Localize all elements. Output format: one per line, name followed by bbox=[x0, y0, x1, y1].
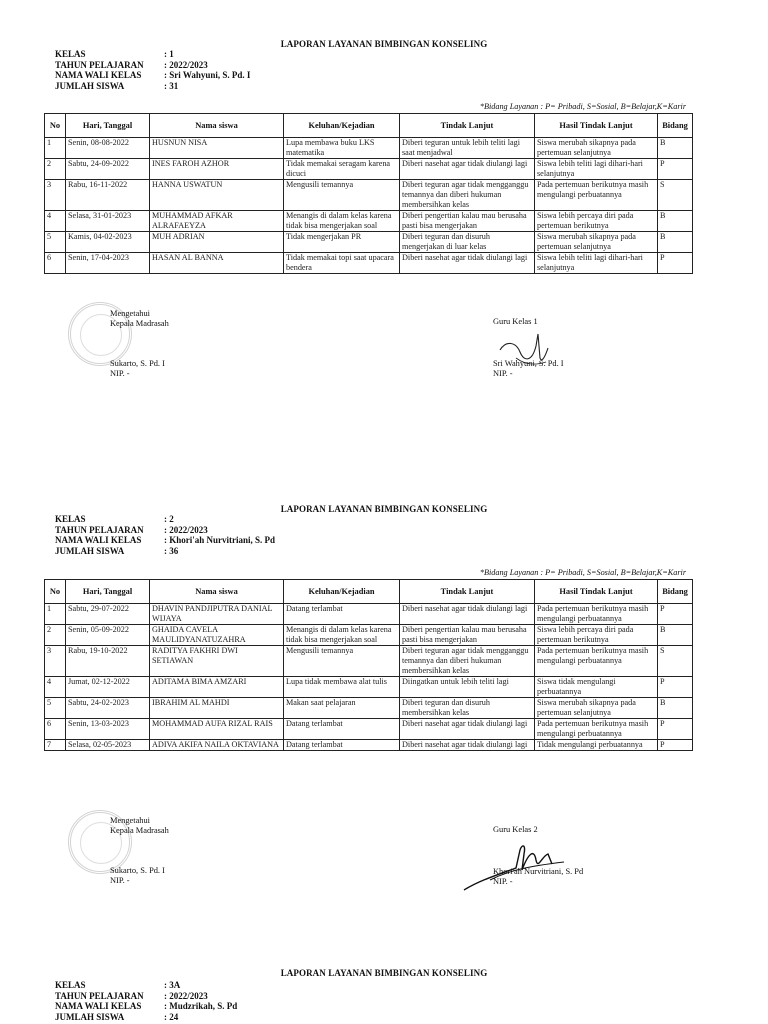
head-name: Sukarto, S. Pd. I bbox=[110, 866, 165, 875]
tahun-value: : 2022/2023 bbox=[164, 524, 208, 535]
table-header bbox=[45, 580, 693, 604]
cell: MUHAMMAD AFKAR ALRAFAEYZA bbox=[150, 211, 284, 232]
col-result: Hasil Tindak Lanjut bbox=[535, 580, 658, 604]
report-2-meta bbox=[55, 514, 275, 556]
table-row bbox=[45, 253, 693, 274]
cell: 6 bbox=[45, 719, 66, 740]
cell: Diberi nasehat agar tidak diulangi lagi bbox=[400, 719, 535, 740]
cell: P bbox=[658, 604, 693, 625]
wali-value: : Khori'ah Nurvitriani, S. Pd bbox=[164, 535, 276, 545]
jumlah-label: JUMLAH SISWA bbox=[55, 80, 125, 91]
guru-label: Guru Kelas 2 bbox=[493, 825, 538, 834]
col-student: Nama siswa bbox=[150, 114, 284, 138]
cell: B bbox=[658, 138, 693, 159]
kelas-value: : 3A bbox=[164, 980, 181, 990]
legend-note: *Bidang Layanan : P= Pribadi, S=Sosial, B=Belajar,K=Karir bbox=[479, 102, 686, 111]
cell: ADITAMA BIMA AMZARI bbox=[150, 677, 284, 698]
cell: S bbox=[658, 646, 693, 677]
signature-icon bbox=[460, 840, 570, 894]
col-followup: Tindak Lanjut bbox=[400, 114, 535, 138]
table-row bbox=[45, 625, 693, 646]
table-row bbox=[45, 677, 693, 698]
cell: ADIVA AKIFA NAILA OKTAVIANA bbox=[150, 740, 284, 751]
cell: Diberi nasehat agar tidak diulangi lagi bbox=[400, 253, 535, 274]
col-no: No bbox=[45, 114, 66, 138]
cell: Lupa membawa buku LKS matematika bbox=[284, 138, 400, 159]
head-name: Sukarto, S. Pd. I bbox=[110, 359, 165, 368]
cell: Pada pertemuan berikutnya masih mengulangi perbuatannya bbox=[535, 604, 658, 625]
cell: Siswa lebih percaya diri pada pertemuan berikutnya bbox=[535, 211, 658, 232]
col-complaint: Keluhan/Kejadian bbox=[284, 114, 400, 138]
table-row bbox=[45, 740, 693, 751]
wali-label: NAMA WALI KELAS bbox=[55, 1001, 142, 1011]
col-date: Hari, Tanggal bbox=[66, 114, 150, 138]
cell: Datang terlambat bbox=[284, 740, 400, 751]
col-result: Hasil Tindak Lanjut bbox=[535, 114, 658, 138]
cell: 2 bbox=[45, 159, 66, 180]
report-3-meta bbox=[55, 980, 237, 1022]
cell: Datang terlambat bbox=[284, 719, 400, 740]
cell: 7 bbox=[45, 740, 66, 751]
col-field: Bidang bbox=[658, 580, 693, 604]
cell: Kamis, 04-02-2023 bbox=[66, 232, 150, 253]
wali-value: : Sri Wahyuni, S. Pd. I bbox=[164, 70, 251, 80]
report-3-title: LAPORAN LAYANAN BIMBINGAN KONSELING bbox=[280, 968, 488, 978]
cell: Senin, 13-03-2023 bbox=[66, 719, 150, 740]
cell: Sabtu, 29-07-2022 bbox=[66, 604, 150, 625]
cell: Siswa lebih teliti lagi dihari-hari selanjutnya bbox=[535, 159, 658, 180]
cell: Jumat, 02-12-2022 bbox=[66, 677, 150, 698]
guru-nip: NIP. - bbox=[493, 877, 513, 886]
cell: 3 bbox=[45, 646, 66, 677]
cell: Datang terlambat bbox=[284, 604, 400, 625]
cell: Menangis di dalam kelas karena tidak bisa mengerjakan soal bbox=[284, 625, 400, 646]
cell: Rabu, 19-10-2022 bbox=[66, 646, 150, 677]
cell: 4 bbox=[45, 677, 66, 698]
cell: Rabu, 16-11-2022 bbox=[66, 180, 150, 211]
cell: Siswa merubah sikapnya pada pertemuan selanjutnya bbox=[535, 232, 658, 253]
cell: Pada pertemuan berikutnya masih mengulangi perbuatannya bbox=[535, 180, 658, 211]
report-1-meta bbox=[55, 49, 250, 91]
head-nip: NIP. - bbox=[110, 369, 130, 378]
cell: B bbox=[658, 232, 693, 253]
kelas-label: KELAS bbox=[55, 980, 86, 990]
cell: P bbox=[658, 719, 693, 740]
cell: Diberi teguran agar tidak mengganggu temannya dan diberi hukuman membersihkan kelas bbox=[400, 646, 535, 677]
guru-label: Guru Kelas 1 bbox=[493, 317, 538, 326]
kepala-label: Kepala Madrasah bbox=[110, 826, 169, 835]
table-row bbox=[45, 719, 693, 740]
cell: DHAVIN PANDJIPUTRA DANIAL WIJAYA bbox=[150, 604, 284, 625]
col-field: Bidang bbox=[658, 114, 693, 138]
cell: Mengusili temannya bbox=[284, 646, 400, 677]
mengetahui-label: Mengetahui bbox=[110, 309, 151, 318]
cell: Diberi nasehat agar tidak diulangi lagi bbox=[400, 604, 535, 625]
cell: P bbox=[658, 159, 693, 180]
table-row bbox=[45, 138, 693, 159]
table-header bbox=[45, 114, 693, 138]
report-1-head-signature-block bbox=[110, 309, 169, 379]
cell: Diberi teguran untuk lebih teliti lagi saat menjadwal bbox=[400, 138, 535, 159]
guru-name: Sri Wahyuni, S. Pd. I bbox=[493, 359, 564, 368]
cell: HASAN AL BANNA bbox=[150, 253, 284, 274]
cell: P bbox=[658, 253, 693, 274]
table-row bbox=[45, 646, 693, 677]
cell: Tidak memakai seragam karena dicuci bbox=[284, 159, 400, 180]
cell: Siswa lebih teliti lagi dihari-hari selanjutnya bbox=[535, 253, 658, 274]
wali-value: : Mudzrikah, S. Pd bbox=[164, 1001, 238, 1011]
cell: Tidak mengerjakan PR bbox=[284, 232, 400, 253]
table-row bbox=[45, 232, 693, 253]
jumlah-value: : 31 bbox=[164, 80, 179, 91]
cell: Makan saat pelajaran bbox=[284, 698, 400, 719]
tahun-label: TAHUN PELAJARAN bbox=[55, 524, 144, 535]
cell: HANNA USWATUN bbox=[150, 180, 284, 211]
kelas-value: : 1 bbox=[164, 49, 174, 59]
col-complaint: Keluhan/Kejadian bbox=[284, 580, 400, 604]
tahun-label: TAHUN PELAJARAN bbox=[55, 59, 144, 70]
cell: Pada pertemuan berikutnya masih mengulangi perbuatannya bbox=[535, 719, 658, 740]
cell: 4 bbox=[45, 211, 66, 232]
wali-label: NAMA WALI KELAS bbox=[55, 70, 142, 80]
guru-name: Khori'ah Nurvitriani, S. Pd bbox=[493, 867, 584, 876]
cell: Selasa, 02-05-2023 bbox=[66, 740, 150, 751]
report-2-head-signature-block bbox=[110, 816, 169, 886]
cell: 1 bbox=[45, 604, 66, 625]
cell: HUSNUN NISA bbox=[150, 138, 284, 159]
cell: 3 bbox=[45, 180, 66, 211]
head-nip: NIP. - bbox=[110, 876, 130, 885]
cell: 1 bbox=[45, 138, 66, 159]
col-followup: Tindak Lanjut bbox=[400, 580, 535, 604]
col-student: Nama siswa bbox=[150, 580, 284, 604]
jumlah-value: : 36 bbox=[164, 545, 179, 556]
wali-label: NAMA WALI KELAS bbox=[55, 535, 142, 545]
tahun-value: : 2022/2023 bbox=[164, 990, 208, 1001]
report-2-table bbox=[44, 579, 693, 751]
cell: B bbox=[658, 211, 693, 232]
cell: Diberi pengertian kalau mau berusaha pasti bisa mengerjakan bbox=[400, 625, 535, 646]
cell: Tidak mengulangi perbuatannya bbox=[535, 740, 658, 751]
signature-icon bbox=[496, 328, 556, 370]
table-row bbox=[45, 180, 693, 211]
kelas-value: : 2 bbox=[164, 514, 174, 524]
table-row bbox=[45, 698, 693, 719]
cell: B bbox=[658, 625, 693, 646]
cell: 5 bbox=[45, 698, 66, 719]
cell: IBRAHIM AL MAHDI bbox=[150, 698, 284, 719]
mengetahui-label: Mengetahui bbox=[110, 816, 151, 825]
cell: Diberi pengertian kalau mau berusaha pasti bisa mengerjakan bbox=[400, 211, 535, 232]
cell: Siswa merubah sikapnya pada pertemuan selanjutnya bbox=[535, 698, 658, 719]
cell: RADITYA FAKHRI DWI SETIAWAN bbox=[150, 646, 284, 677]
jumlah-value: : 24 bbox=[164, 1011, 179, 1022]
table-row bbox=[45, 604, 693, 625]
tahun-value: : 2022/2023 bbox=[164, 59, 208, 70]
cell: 6 bbox=[45, 253, 66, 274]
tahun-label: TAHUN PELAJARAN bbox=[55, 990, 144, 1001]
kelas-label: KELAS bbox=[55, 49, 86, 59]
cell: Diberi nasehat agar tidak diulangi lagi bbox=[400, 740, 535, 751]
table-row bbox=[45, 211, 693, 232]
cell: B bbox=[658, 698, 693, 719]
cell: Diberi teguran dan disuruh membersihkan kelas bbox=[400, 698, 535, 719]
cell: Siswa tidak mengulangi perbuatannya bbox=[535, 677, 658, 698]
kepala-label: Kepala Madrasah bbox=[110, 319, 169, 328]
cell: P bbox=[658, 677, 693, 698]
cell: Senin, 08-08-2022 bbox=[66, 138, 150, 159]
cell: 5 bbox=[45, 232, 66, 253]
jumlah-label: JUMLAH SISWA bbox=[55, 545, 125, 556]
cell: Senin, 05-09-2022 bbox=[66, 625, 150, 646]
cell: Pada pertemuan berikutnya masih mengulangi perbuatannya bbox=[535, 646, 658, 677]
cell: Siswa lebih percaya diri pada pertemuan berikutnya bbox=[535, 625, 658, 646]
cell: P bbox=[658, 740, 693, 751]
legend-note: *Bidang Layanan : P= Pribadi, S=Sosial, B=Belajar,K=Karir bbox=[479, 568, 686, 577]
cell: Siswa merubah sikapnya pada pertemuan selanjutnya bbox=[535, 138, 658, 159]
col-no: No bbox=[45, 580, 66, 604]
cell: Lupa tidak membawa alat tulis bbox=[284, 677, 400, 698]
cell: Sabtu, 24-02-2023 bbox=[66, 698, 150, 719]
cell: Sabtu, 24-09-2022 bbox=[66, 159, 150, 180]
cell: Diberi teguran agar tidak mengganggu temannya dan diberi hukuman membersihkan kelas bbox=[400, 180, 535, 211]
guru-nip: NIP. - bbox=[493, 369, 513, 378]
cell: Tidak memakai topi saat upacara bendera bbox=[284, 253, 400, 274]
report-2-title: LAPORAN LAYANAN BIMBINGAN KONSELING bbox=[280, 504, 488, 514]
cell: Senin, 17-04-2023 bbox=[66, 253, 150, 274]
cell: MUH ADRIAN bbox=[150, 232, 284, 253]
cell: Menangis di dalam kelas karena tidak bisa mengerjakan soal bbox=[284, 211, 400, 232]
cell: 2 bbox=[45, 625, 66, 646]
table-row bbox=[45, 159, 693, 180]
cell: Mengusili temannya bbox=[284, 180, 400, 211]
cell: GHAIDA CAVELA MAULIDYANATUZAHRA bbox=[150, 625, 284, 646]
report-1-table bbox=[44, 113, 693, 274]
cell: Diberi teguran dan disuruh mengerjakan di luar kelas bbox=[400, 232, 535, 253]
col-date: Hari, Tanggal bbox=[66, 580, 150, 604]
kelas-label: KELAS bbox=[55, 514, 86, 524]
cell: Diingatkan untuk lebih teliti lagi bbox=[400, 677, 535, 698]
cell: INES FAROH AZHOR bbox=[150, 159, 284, 180]
cell: S bbox=[658, 180, 693, 211]
jumlah-label: JUMLAH SISWA bbox=[55, 1011, 125, 1022]
cell: Diberi nasehat agar tidak diulangi lagi bbox=[400, 159, 535, 180]
report-1-title: LAPORAN LAYANAN BIMBINGAN KONSELING bbox=[280, 39, 488, 49]
cell: MOHAMMAD AUFA RIZAL RAIS bbox=[150, 719, 284, 740]
cell: Selasa, 31-01-2023 bbox=[66, 211, 150, 232]
